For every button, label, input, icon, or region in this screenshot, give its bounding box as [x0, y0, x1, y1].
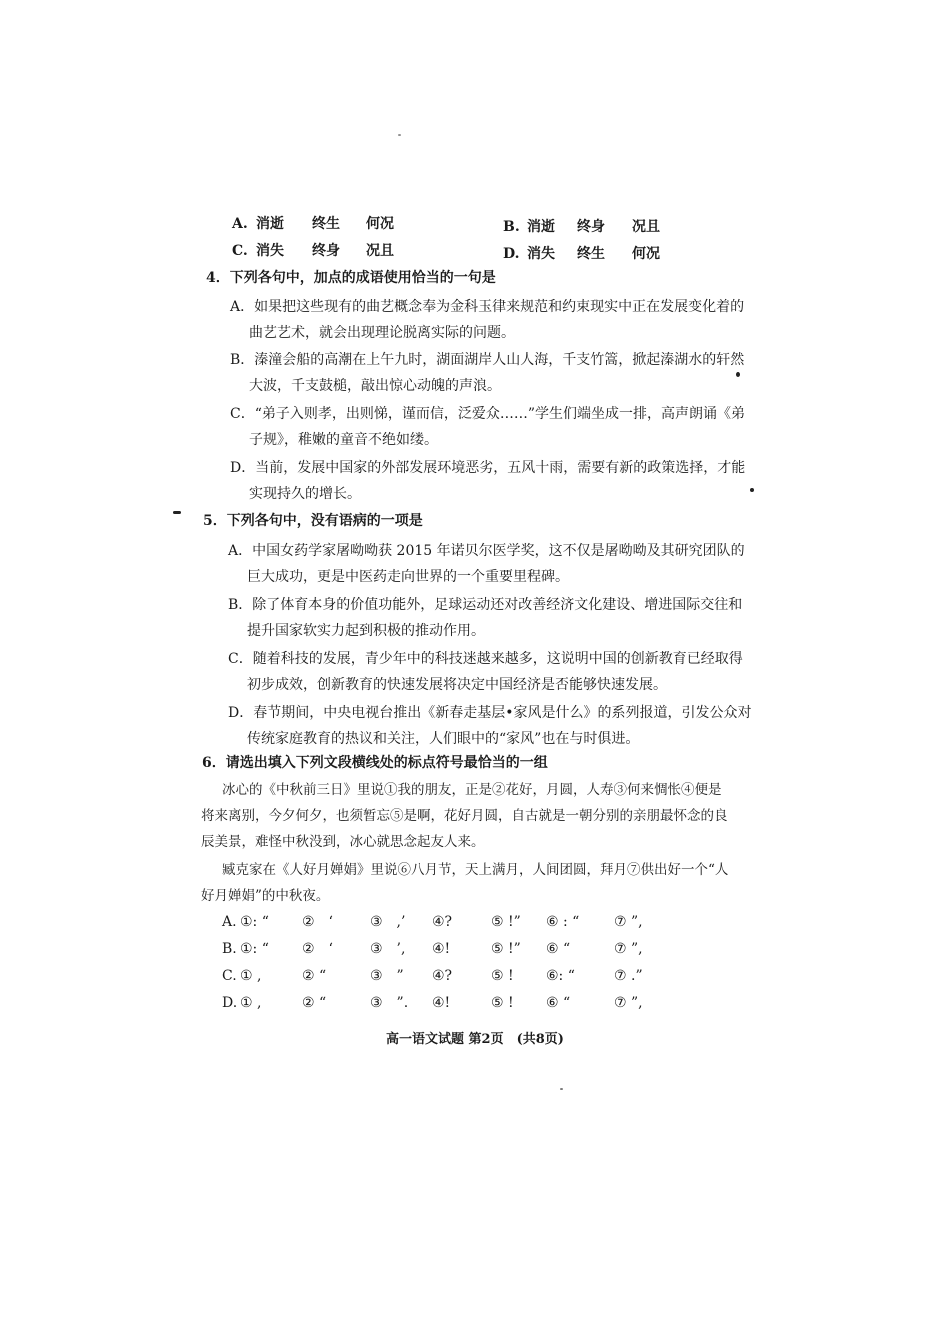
q5-option-d: D．春节期间，中央电视台推出《新春走基层•家风是什么》的系列报道，引发公众对 — [228, 705, 752, 721]
q4-option-b-cont: 大波，千支鼓槌，敲出惊心动魄的声浪。 — [249, 378, 501, 394]
q6-title: 6．请选出填入下列文段横线处的标点符号最恰当的一组 — [202, 755, 548, 771]
q5-option-c-cont: 初步成效，创新教育的快速发展将决定中国经济是否能够快速发展。 — [247, 677, 667, 693]
q6-passage-line-1: 冰心的《中秋前三日》里说①我的朋友，正是②花好，月圆，人寿③何来惆怅④便是 — [222, 782, 722, 798]
q6-passage-line-3: 辰美景，难怪中秋没到，冰心就思念起友人来。 — [201, 834, 485, 850]
q5-option-a: A．中国女药学家屠呦呦获 2015 年诺贝尔医学奖，这不仅是屠呦呦及其研究团队的 — [228, 543, 745, 559]
q6-passage-line-2: 将来离别，今夕何夕，也须暂忘⑤是啊，花好月圆，自古就是一朝分别的亲朋最怀念的良 — [201, 808, 728, 824]
q4-option-d: D．当前，发展中国家的外部发展环境恶劣，五风十雨，需要有新的政策选择，才能 — [230, 460, 746, 476]
q6-passage-line-4: 臧克家在《人好月婵娟》里说⑥八月节，天上满月，人间团圆，拜月⑦供出好一个“人 — [222, 862, 729, 878]
q4-option-a-cont: 曲艺艺术，就会出现理论脱离实际的问题。 — [249, 325, 515, 341]
q4-option-b: B．溱潼会船的高潮在上午九时，湖面湖岸人山人海，千支竹篙，掀起溱湖水的轩然 — [230, 352, 745, 368]
q4-option-a: A．如果把这些现有的曲艺概念奉为金科玉律来规范和约束现实中正在发展变化着的 — [230, 299, 745, 315]
exam-page: A. 消逝 终生 何况 B. 消逝 终身 况且 C. 消失 终身 况且 D. 消失 终生 何况 4．下列各句中，加点的成语使用恰当的一句是 A．如果把这些现有的曲艺概念奉为金科玉律来规范和约束现实中正在发展变化着的 曲艺艺术，就会出现理论脱离实际的问题。 B．溱潼会船的高潮在上午九时，湖面湖岸人山人海，千支竹篙，掀起溱湖水的轩然 大波，千支鼓槌，敲出惊心动魄的声浪。 C．“弟子入则孝，出则悌，谨而信，泛爱众……”学生们端坐成一排，高声朗诵《弟 子规》，稚嫩的童音不绝如缕。 D．当前，发展中国家的外部发展环境恶劣，五风十雨，需要有新的政策选择，才能 实现持久的增长。 5．下列各句中，没有语病的一项是 A．中国女药学家屠呦呦获 2015 年诺贝尔医学奖，这不仅是屠呦呦及其研究团队的 巨大成功，更是中医药走向世界的一个重要里程碑。 B．除了体育本身的价值功能外，足球运动还对改善经济文化建设、增进国际交往和 提升国家软实力起到积极的推动作用。 C．随着科技的发展，青少年中的科技迷越来越多，这说明中国的创新教育已经取得 初步成效，创新教育的快速发展将决定中国经济是否能够快速发展。 D．春节期间，中央电视台推出《新春走基层•家风是什么》的系列报道，引发公众对 传统家庭教育的热议和关注，人们眼中的“家风”也在与时俱进。 6．请选出填入下列文段横线处的标点符号最恰当的一组 冰心的《中秋前三日》里说①我的朋友，正是②花好，月圆，人寿③何来惆怅④便是 将来离别，今夕何夕，也须暂忘⑤是啊，花好月圆，自古就是一朝分别的亲朋最怀念的良 辰美景，难怪中秋没到，冰心就思念起友人来。 臧克家在《人好月婵娟》里说⑥八月节，天上满月，人间团圆，拜月⑦供出好一个“人 好月婵娟”的中秋夜。 A. ①: “ ② ‘ ③ ,’ ④? ⑤ !” ⑥ : “ ⑦ ”, B. ①: “ ② ‘ ③ ’, ④! ⑤ !” ⑥ “ ⑦ ”, C. ① , ② “ ③ ” ④? ⑤ ! ⑥: “ ⑦ .” D. ① , ② “ ③ ”. ④! ⑤ ! ⑥ “ ⑦ ”, 高一语文试题 第2页 (共8页) — [0, 0, 950, 1344]
q5-option-a-cont: 巨大成功，更是中医药走向世界的一个重要里程碑。 — [247, 569, 569, 585]
q4-option-c: C．“弟子入则孝，出则悌，谨而信，泛爱众……”学生们端坐成一排，高声朗诵《弟 — [230, 406, 746, 422]
q5-option-d-cont: 传统家庭教育的热议和关注，人们眼中的“家风”也在与时俱进。 — [247, 731, 640, 747]
scan-speck — [173, 511, 181, 514]
q6-passage-line-5: 好月婵娟”的中秋夜。 — [201, 888, 330, 904]
q4-option-c-cont: 子规》，稚嫩的童音不绝如缕。 — [249, 432, 438, 448]
scan-speck — [398, 134, 401, 136]
q4-title: 4．下列各句中，加点的成语使用恰当的一句是 — [206, 270, 496, 286]
q4-option-d-cont: 实现持久的增长。 — [249, 486, 361, 502]
q5-option-b: B．除了体育本身的价值功能外，足球运动还对改善经济文化建设、增进国际交往和 — [228, 597, 743, 613]
scan-speck — [560, 1088, 563, 1090]
scan-speck — [736, 372, 740, 377]
page-footer: 高一语文试题 第2页 (共8页) — [386, 1032, 564, 1047]
scan-speck — [750, 488, 754, 492]
q5-option-c: C．随着科技的发展，青少年中的科技迷越来越多，这说明中国的创新教育已经取得 — [228, 651, 743, 667]
q5-title: 5．下列各句中，没有语病的一项是 — [203, 513, 423, 529]
q5-option-b-cont: 提升国家软实力起到积极的推动作用。 — [247, 623, 485, 639]
